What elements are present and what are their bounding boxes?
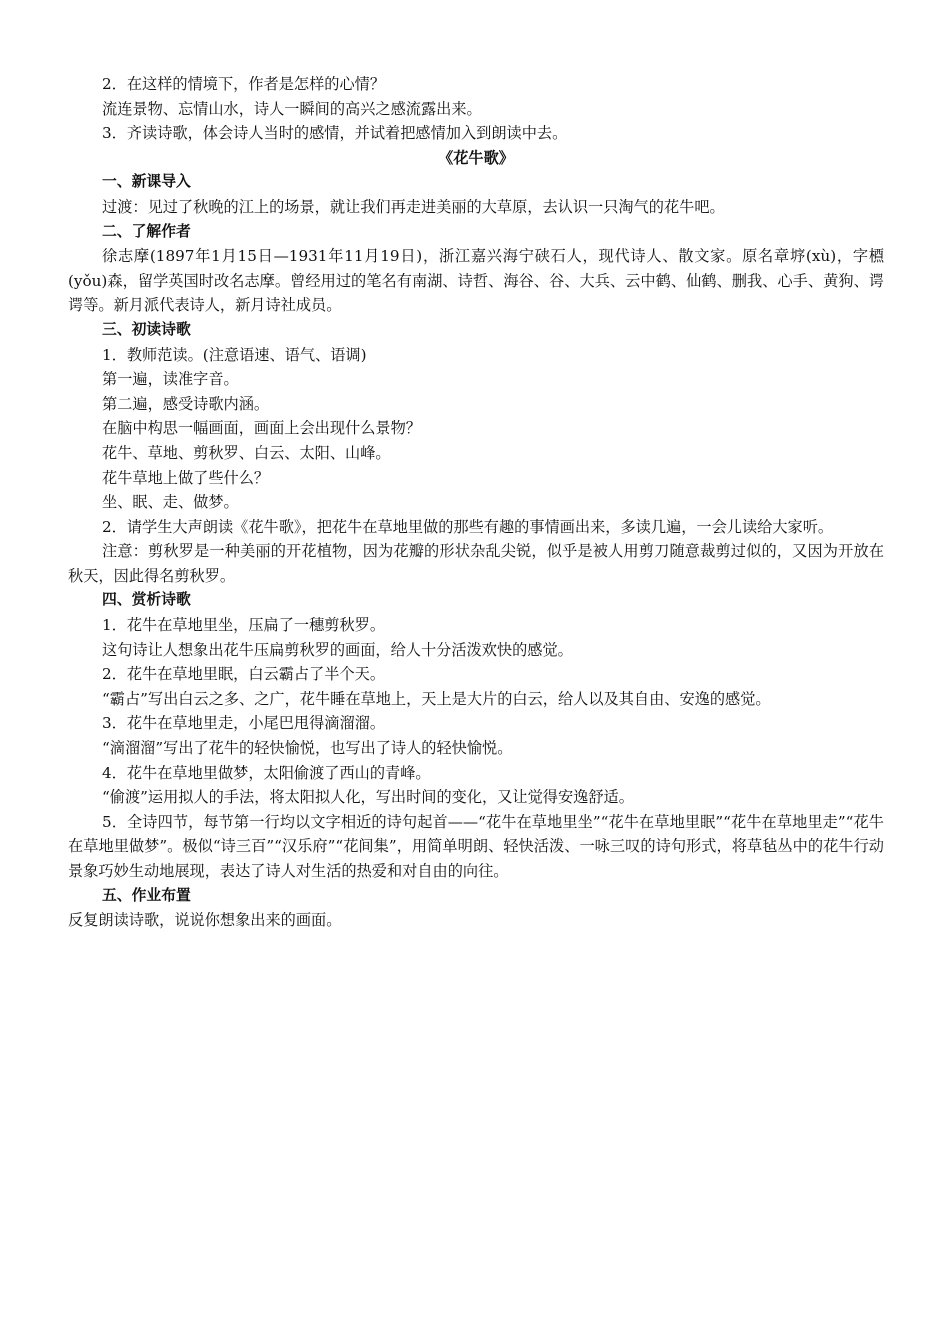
list-item: “偷渡”运用拟人的手法，将太阳拟人化，写出时间的变化，又让觉得安逸舒适。 bbox=[102, 788, 634, 807]
document-body bbox=[68, 72, 884, 933]
answer-2: 流连景物、忘情山水，诗人一瞬间的高兴之感流露出来。 bbox=[102, 99, 482, 118]
list-item: 第二遍，感受诗歌内涵。 bbox=[102, 394, 270, 413]
poem-title: 《花牛歌》 bbox=[438, 148, 514, 167]
list-item: 3．花牛在草地里走，小尾巴甩得滴溜溜。 bbox=[102, 714, 386, 733]
section-heading-homework: 五、作业布置 bbox=[102, 886, 191, 904]
section-heading-author: 二、了解作者 bbox=[102, 222, 191, 240]
list-item: 花牛、草地、剪秋罗、白云、太阳、山峰。 bbox=[102, 443, 391, 462]
note-paragraph: 注意：剪秋罗是一种美丽的开花植物，因为花瓣的形状杂乱尖锐，似乎是被人用剪刀随意裁剪过似的，又因为开放在秋天，因此得名剪秋罗。 bbox=[68, 542, 884, 585]
question-3: 3．齐读诗歌，体会诗人当时的感情，并试着把感情加入到朗读中去。 bbox=[102, 124, 568, 143]
section-heading-appreciation: 四、赏析诗歌 bbox=[102, 591, 191, 609]
list-item: “霸占”写出白云之多、之广，花牛睡在草地上，天上是大片的白云，给人以及其自由、安逸的感觉。 bbox=[102, 689, 771, 708]
list-item: “滴溜溜”写出了花牛的轻快愉悦，也写出了诗人的轻快愉悦。 bbox=[102, 739, 513, 758]
question-2: 2．在这样的情境下，作者是怎样的心情？ bbox=[102, 75, 386, 93]
list-item: 花牛草地上做了些什么？ bbox=[102, 468, 270, 487]
list-item: 这句诗让人想象出花牛压扁剪秋罗的画面，给人十分活泼欢快的感觉。 bbox=[102, 640, 573, 659]
list-item: 1．教师范读。(注意语速、语气、语调) bbox=[102, 345, 367, 364]
list-item: 第一遍，读准字音。 bbox=[102, 370, 239, 389]
list-item: 2．花牛在草地里眠，白云霸占了半个天。 bbox=[102, 665, 386, 684]
list-item: 在脑中构思一幅画面，画面上会出现什么景物？ bbox=[102, 419, 421, 438]
list-item: 2．请学生大声朗读《花牛歌》，把花牛在草地里做的那些有趣的事情画出来，多读几遍，一会儿读给大家听。 bbox=[102, 517, 834, 536]
summary-paragraph: 5．全诗四节，每节第一行均以文字相近的诗句起首——“花牛在草地里坐”“花牛在草地里眠”“花牛在草地里走”“花牛在草地里做梦”。极似“诗三百”“汉乐府”“花间集”，用简单明朗、轻快活泼、一咏三叹的诗句形式，将草毡丛中的花牛行动景象巧妙生动地展现，表达了诗人对生活的热爱和对自由的向往。 bbox=[68, 812, 884, 880]
list-item: 4．花牛在草地里做梦，太阳偷渡了西山的青峰。 bbox=[102, 763, 431, 782]
section-heading-first-reading: 三、初读诗歌 bbox=[102, 320, 191, 338]
intro-transition-text: 过渡：见过了秋晚的江上的场景，就让我们再走进美丽的大草原，去认识一只淘气的花牛吧。 bbox=[102, 197, 725, 216]
homework-text: 反复朗读诗歌，说说你想象出来的画面。 bbox=[68, 911, 342, 930]
section-heading-intro: 一、新课导入 bbox=[102, 173, 191, 191]
author-bio-paragraph: 徐志摩(1897年1月15日—1931年11月19日)，浙江嘉兴海宁硖石人，现代诗人、散文家。原名章垿(xù)，字槱(yǒu)森，留学英国时改名志摩。曾经用过的笔名有南湖、诗哲、海谷、谷、大兵、云中鹤、仙鹤、删我、心手、黄狗、谔谔等。新月派代表诗人，新月诗社成员。 bbox=[68, 247, 884, 315]
list-item: 1．花牛在草地里坐，压扁了一穗剪秋罗。 bbox=[102, 616, 386, 635]
list-item: 坐、眠、走、做梦。 bbox=[102, 493, 239, 512]
